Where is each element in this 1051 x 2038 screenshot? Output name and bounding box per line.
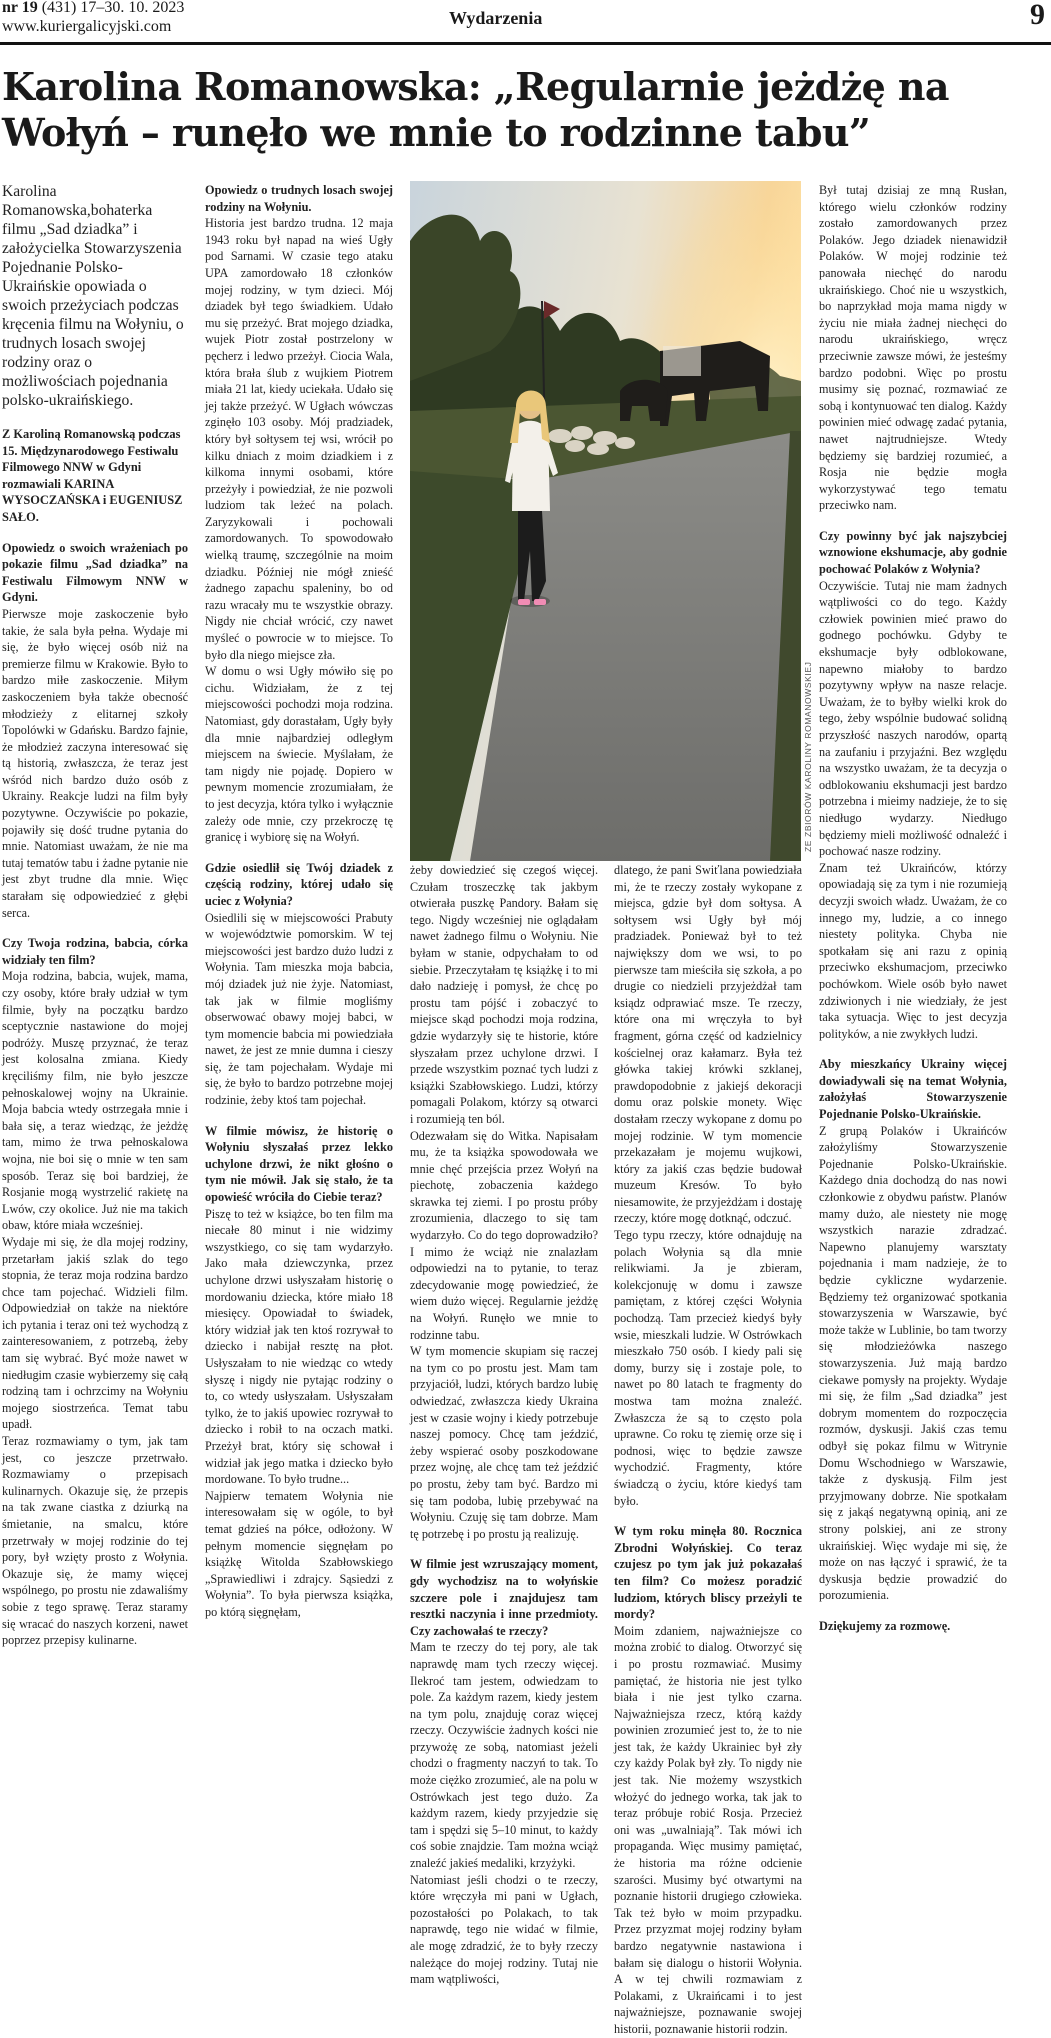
- question-paragraph: Czy powinny być jak najszybciej wznowione ekshumacje, aby godnie pochować Polaków z Wołynia?: [819, 528, 1007, 577]
- page-number: 9: [1030, 0, 1045, 31]
- answer-paragraph: W domu o wsi Ugły mówiło się po cichu. Widziałam, że z tej miejscowości pochodzi moja rodzina. Natomiast, gdy dorastałam, Ugły były dla mnie najbardziej odległym miejscem na świecie. Myślałam, że tam nigdy nie pojadę. Dopiero w pewnym momencie zrozumiałam, że to jest decyzja, która tylko i wyłącznie zależy ode mnie, czy przekroczę tę granicę i wybiorę się na Wołyń.: [205, 664, 393, 845]
- answer-paragraph: Tego typu rzeczy, które odnajduję na polach Wołynia są dla mnie relikwiami. Ja je zbieram, kolekcjonuję w domu i zawsze pamiętam, z której części Wołynia pochodzą. Tam przecież kiedyś były wsie, mieszkali ludzie. W Ostrówkach mieszkało 750 osób. I kiedy pali się domy, burzy się i zostaje pole, to nawet po 80 latach te fragmenty do mostwa tam można znaleźć. Zwłaszcza że są to często pola uprawne. Co roku tę ziemię orze się i podnosi, więc to będzie zawsze wychodzić. Fragmenty, które świadczą o życiu, które kiedyś tam było.: [614, 1228, 802, 1508]
- question-paragraph: W tym roku minęła 80. Rocznica Zbrodni Wołyńskiej. Co teraz czujesz po tym jak już pokazałaś ten film? Co możesz poradzić ludziom, których bliscy przeżyli te mordy?: [614, 1524, 802, 1622]
- article-intro: Z Karoliną Romanowską podczas 15. Międzynarodowego Festiwalu Filmowego NNW w Gdyni rozmawiali KARINA WYSOCZAŃSKA i EUGENIUSZ SAŁO.: [2, 427, 183, 524]
- answer-paragraph: Moim zdaniem, najważniejsze co można zrobić to dialog. Otworzyć się i po prostu rozmawiać. Musimy pamiętać, że historia nie jest tylko biała i nie jest tylko czarna. Najważniejsza rzecz, którą każdy powinien zrozumieć jest to, że to nie jest tak, że każdy Ukrainiec był zły czy każdy Polak był zły. To nigdy nie jest tak. Nie możemy wszystkich włożyć do jednego worka, tak jak to teraz próbuje robić Rosja. Przecież oni was „uwalniają”. Tak mówi ich propaganda. Więc musimy pamiętać, że historia ma różne odcienie szarości. Musimy być otwartymi na poznanie historii drugiego człowieka. Tak też było w moim przypadku. Przez przyzmat mojej rodziny byłam bardzo negatywnie nastawiona i bałam się dialogu o historii Wołynia. A w tej chwili rozmawiam z Polakami, z Ukraińcami i to jest najważniejsze, poznawanie swojej historii, poznawanie historii rodzin.: [614, 1623, 802, 2036]
- answer-paragraph: Znam też Ukraińców, którzy opowiadają się za tym i nie rozumieją decyzji swoich władz. Uważam, że co innego my, ludzie, a co innego niestety polityka. Chyba nie spotkałam się ani razu z opinią przeciwko ekshumacjom, przeciwko pochówkom. Wiele osób było nawet zdziwionych i nie wiedziały, że jest taka sytuacja. Więc to jest decyzja polityków, a nie zwykłych ludzi.: [819, 860, 1007, 1041]
- column-3: [410, 862, 598, 1987]
- question-paragraph: Aby mieszkańcy Ukrainy więcej dowiadywali się na temat Wołynia, założyłaś Stowarzyszenie Pojednanie Polsko-Ukraińskie.: [819, 1057, 1007, 1122]
- question-paragraph: Opowiedz o trudnych losach swojej rodziny na Wołyniu.: [205, 183, 393, 214]
- answer-paragraph: Wydaje mi się, że dla mojej rodziny, przetarłam jakiś szlak do tego stopnia, że teraz moja rodzina bardzo chce tam pojechać. Widzieli film. Odpowiedział on także na niektóre ich pytania i teraz oni też wychodzą z zainteresowaniem, z potrzebą, żeby tam się wybrać. Być może nawet w niedługim czasie wybierzemy się całą rodziną tam i ochrzcimy na Wołyniu mojego siostrzeńca. Temat tabu upadł.: [2, 1234, 188, 1432]
- header-rule: [0, 42, 1051, 45]
- photo-woman-with-sheep-and-cows: [410, 181, 801, 861]
- section-title: Wydarzenia: [449, 8, 543, 28]
- answer-paragraph: Moja rodzina, babcia, wujek, mama, czy osoby, które brały udział w tym filmie, były na początku bardzo sceptycznie nastawione do mojej podróży. Muszę przyznać, że teraz jest kolosalna zmiana. Kiedy kręciliśmy film, nie było jeszcze pełnoskalowej wojny na Ukrainie. Moja babcia wtedy ostrzegała mnie i bała się, a teraz wiedząc, że jeżdżę tam, mimo że trwa pełnoskalowa wojna, nie boi się o mnie w ten sam sposób. Teraz się boi bardziej, że Rosjanie mogą wystrzelić rakietę na Lwów, czy okolice. Już nie ma takich obaw, które miała wcześniej.: [2, 969, 188, 1233]
- photo-credit: ZE ZBIORÓW KAROLINY ROMANOWSKIEJ: [803, 661, 813, 852]
- answer-paragraph: Piszę to też w książce, bo ten film ma niecałe 80 minut i nie widzimy wszystkiego, co się tam wydarzyło. Jako mała dziewczynka, przez uchylone drzwi usłyszałam historię o mordowaniu dziecka, które miało 18 miesięcy. Opowiadał to świadek, który widział jak ten ktoś rozrywał to dziecko i nabijał resztę na płot. Usłyszałam to nie wiedząc co wtedy słyszę i nigdy nie pytając rodziny o to, co wtedy usłyszałam. Usłyszałam tylko, że to jakiś upowiec rozrywał to dziecko i robił to na oczach matki. Przeżył brat, który się schował i widział jak jego matka i dziecko było mordowane. To było trudne...: [205, 1206, 393, 1487]
- issue-info: nr 19 (431) 17–30. 10. 2023: [2, 0, 185, 16]
- article-photo: [410, 181, 801, 861]
- column-5-body: [819, 182, 1007, 1634]
- answer-paragraph: W tym momencie skupiam się raczej na tym co po prostu jest. Mam tam przyjaciół, ludzi, których bardzo lubię odwiedzać, zwłaszcza kiedy Ukraina jest w czasie wojny i kiedy potrzebuje naszej pomocy. Chcę tam jeździć, żeby wspierać osoby poszkodowane przez wojnę, ale chcę tam też jeździć po prostu, żeby tam być. Bardzo mi się tam podoba, lubię przebywać na Wołyniu. Czuję się tam dobrze. Mam tę potrzebę i po prostu ją realizuję.: [410, 1344, 598, 1541]
- answer-paragraph: Historia jest bardzo trudna. 12 maja 1943 roku był napad na wieś Ugły pod Sarnami. W czasie tego ataku UPA zamordowało 18 członków mojej rodziny, w tym dzieci. Mój dziadek był tego świadkiem. Udało mu się przeżyć. Brat mojego dziadka, wujek Piotr został postrzelony w pęcherz i ledwo przeżył. Ciocia Wala, która brała ślub z wujkiem Piotrem miała 21 lat, kiedy uciekała. Udało się jej także przeżyć. W Ugłach wówczas zginęło 103 osoby. Mój pradziadek, który był sołtysem tej wsi, wrócił po kilku dniach z moim dziadkiem i z kilkoma innymi osobami, które przeżyły i powiedział, że nie pozwoli ludziom tak leżeć na polach. Zaryzykowali i pochowali zamordowanych. To spowodowało wielką traumę, szczególnie na moim dziadku. Później nie mógł znieść żadnego zapachu spaleniny, bo od razu wracały mu te wszystkie obrazy. Nigdy nie chciał wrócić, czy nawet myśleć o powrocie w to miejsce. To było dla niego miejsce zła.: [205, 216, 393, 662]
- answer-paragraph: Pierwsze moje zaskoczenie było takie, że sala była pełna. Wydaje mi się, że było więcej osób niż na premierze filmu w Krakowie. Było to bardzo miłe zaskoczenie. Miłym zaskoczeniem była także obecność młodzieży z elitarnej szkoły Topolówki w Gdańsku. Bardzo fajnie, że młodzież zaczyna interesować się tą historią, zwłaszcza, że teraz jest wśród nich bardzo dużo osób z Ukrainy. Reakcje ludzi na film były pozytywne. Oczywiście po pokazie, pojawiły się dość trudne pytania do mnie. Natomiast uważam, że nie ma tutaj tematów tabu i żadne pytanie nie jest zbyt trudne dla mnie. Więc starałam się odpowiedzieć z głębi serca.: [2, 606, 188, 920]
- answer-paragraph: Mam te rzeczy do tej pory, ale tak naprawdę mam tych rzeczy więcej. Ilekroć tam jestem, odwiedzam to pole. Za każdym razem, kiedy jestem na tym polu, znajduję coraz więcej rzeczy. Oczywiście żadnych kości nie przywożę ze sobą, natomiast jeżeli chodzi o fragmenty naczyń to tak. To może ciężko zrozumieć, ale na polu w Ostrówkach jest tego dużo. Za każdym razem, kiedy przyjedzie się tam i spędzi się 5–10 minut, to każdy coś sobie znajdzie. Tam można wciąż znaleźć jakieś medaliki, krzyżyki.: [410, 1640, 598, 1871]
- site-url[interactable]: www.kuriergalicyjski.com: [2, 18, 172, 35]
- question-paragraph: Dziękujemy za rozmowę.: [819, 1618, 951, 1633]
- answer-paragraph: żeby dowiedzieć się czegoś więcej. Czułam troszeczkę tak jakbym otwierała puszkę Pandory. Bałam się tego. Nigdy wcześniej nie oglądałam nawet żadnego filmu o Wołyniu. Nie byłam w stanie, odpychałam to od siebie. Przeczytałam tę książkę i to mi dało nadzieję i pomysł, że chcę po prostu tam pójść i zobaczyć to miejsce skąd pochodzi moja rodzina, gdzie wydarzyły się te historie, które słyszałam przez uchylone drzwi. I przede wszystkim poznać tych ludzi z książki Szabłowskiego. Ludzi, którzy pomagali Polakom, którzy są otwarci i rozumieją ten ból.: [410, 863, 598, 1126]
- column-1-body: [2, 540, 188, 1649]
- answer-paragraph: dlatego, że pani Swiťlana powiedziała mi, że te rzeczy zostały wykopane z miejsca, gdzie był dom sołtysa. A sołtysem wsi Ugły był mój pradziadek. Ponieważ był to też największy dom we wsi, to po pierwsze tam mieściła się szkoła, a po drugie co niedzieli przyjeżdżał tam ksiądz odprawiać msze. Te rzeczy, które ona mi wręczyła to był fragment, górna część od kadzielnicy kościelnej oraz kałamarz. Była też główka takiej krówki szklanej, prawdopodobnie z jakiejś dekoracji domu oraz polskie monety. Więc dostałam rzeczy wykopane z domu po mojej rodzinie. W tym momencie przekazałam je mojemu wujkowi, który za jakiś czas będzie budował muzeum Kresów. To było niesamowite, że przyjeżdżam i dostaję rzeczy, które mogę dotknąć, odczuć.: [614, 863, 802, 1226]
- answer-paragraph: Z grupą Polaków i Ukraińców założyliśmy Stowarzyszenie Pojednanie Polsko-Ukraińskie. Każdego dnia dochodzą do nas nowi członkowie z obydwu państw. Planów mamy dużo, ale niestety nie mogę wszystkich narazie zdradzać. Napewno planujemy warsztaty pojednania i mam nadzieje, że to będzie cykliczne wydarzenie. Będziemy też organizować spotkania stowarzyszenia w Warszawie, być może także w Lublinie, bo tam tworzy się młodzieżówka naszego stowarzyszenia. Już mają bardzo ciekawe pomysły na projekty. Wydaje mi się, że film „Sad dziadka” jest dobrym momentem do rozpoczęcia rozmów, dyskusji. Jakiś czas temu odbył się pokaz filmu w Witrynie Domu Wschodniego w Warszawie, także z dyskusją. Film jest przyjmowany dobrze. Nie spotkałam się z jakąś negatywną opinią, ani ze strony polskiej, ani ze strony ukraińskiej. Więc wydaje mi się, że może on nas łączyć i sprawić, że ta dyskusja będzie prowadzić do porozumienia.: [819, 1123, 1007, 1603]
- answer-paragraph: Był tutaj dzisiaj ze mną Rusłan, którego wielu członków rodziny zostało zamordowanych przez Polaków. Jego dziadek nienawidził Polaków. W mojej rodzinie też panowała niechęć do narodu ukraińskiego. Choć nie u wszystkich, bo naprzykład moja mama nigdy w życiu nie miała żadnej niechęci do narodu ukraińskiego, wręcz przeciwnie zawsze mówi, że jesteśmy bardzo podobni. Więc po prostu musimy się poznać, rozmawiać ze sobą i kontynuować ten dialog. Każdy powinien mieć odwagę zadać pytania, nawet najtrudniejsze. Wtedy będziemy się bardziej rozumieć, a Rosja nie będzie mogła wykorzystywać tego tematu przeciwko nam.: [819, 183, 1007, 513]
- question-paragraph: Gdzie osiedlił się Twój dziadek z częścią rodziny, której udało się uciec z Wołynia?: [205, 860, 393, 908]
- answer-paragraph: Odezwałam się do Witka. Napisałam mu, że ta książka spowodowała we mnie chęć przejścia przez Wołyń na piechotę, zobaczenia każdego skrawka tej ziemi. I po prostu próby zrozumienia, dlaczego to się tam wydarzyło. Co do tego doprowadziło? I mimo że wciąż nie znalazłam odpowiedzi na to pytanie, to teraz zdecydowanie mogę powiedzieć, że wiem dużo więcej. Regularnie jeżdżę na Wołyń. Runęło we mnie to rodzinne tabu.: [410, 1128, 598, 1342]
- question-paragraph: Opowiedz o swoich wrażeniach po pokazie filmu „Sad dziadka” na Festiwalu Filmowym NNW w Gdyni.: [2, 540, 188, 605]
- question-paragraph: W filmie jest wzruszający moment, gdy wychodzisz na to wołyńskie szczere pole i znajdujesz tam resztki naczynia i inne przedmioty. Czy zachowałaś te rzeczy?: [410, 1557, 598, 1638]
- question-paragraph: Czy Twoja rodzina, babcia, córka widziały ten film?: [2, 936, 188, 967]
- column-2: [205, 182, 393, 1632]
- column-1: [2, 182, 188, 1648]
- question-paragraph: W filmie mówisz, że historię o Wołyniu słyszałaś przez lekko uchylone drzwi, że nikt głośno o tym nie mówił. Jak się stało, że ta opowieść wróciła do Ciebie teraz?: [205, 1123, 393, 1205]
- article-title: Karolina Romanowska: „Regularnie jeżdżę na Wołyń – runęło we mnie to rodzinne tabu”: [2, 64, 949, 155]
- column-2-body: [205, 182, 393, 1620]
- article-lead: Karolina Romanowska,bohaterka filmu „Sad dziadka” i założycielka Stowarzyszenia Pojednanie Polsko-Ukraińskie opowiada o swoich przeżyciach podczas kręcenia filmu na Wołyniu, o trudnych losach swojej rodziny oraz o możliwościach pojednania polsko-ukraińskiego.: [2, 183, 184, 409]
- answer-paragraph: Oczywiście. Tutaj nie mam żadnych wątpliwości co do tego. Każdy człowiek powinien mieć prawo do godnego pochówku. Gdyby te ekshumacje były odblokowane, napewno miałoby to bardzo pozytywny wpływ na nasze relacje. Uważam, że to byłby wielki krok do tego, żeby wspólnie budować solidną przyszłość naszych narodów, opartą na zaufaniu i przyjaźni. Bez względu na wszystko uważam, że ta decyzja o odblokowaniu ekshumacji jest bardzo potrzebna i mieimy nadzieje, że to się niedługo wydarzy. Niedługo będziemy mieli możliwość odnaleźć i pochować nasze rodziny.: [819, 578, 1007, 859]
- column-4: [614, 862, 802, 2036]
- answer-paragraph: Teraz rozmawiamy o tym, jak tam jest, co jeszcze przetrwało. Rozmawiamy o przepisach kulinarnych. Okazuje się, że przepis na tak zwane ciastka z dziurką na śmietanie, na smalcu, które przetrwały w mojej rodzinie do tej pory, był wzięty prosto z Wołynia. Okazuje się, że mamy więcej wspólnego, po prostu nie zdawaliśmy sobie z tego sprawę. Teraz staramy się wracać do naszych korzeni, nawet poprzez przepisy kulinarne.: [2, 1434, 188, 1648]
- column-3-body: [410, 862, 598, 1988]
- column-4-body: [614, 862, 802, 2038]
- column-5: [819, 182, 1007, 1632]
- answer-paragraph: Najpierw tematem Wołynia nie interesowałam się w ogóle, to był temat gdzieś na półce, odłożony. W pełnym momencie sięgnęłam po książkę Witolda Szabłowskiego „Sprawiedliwi i zdrajcy. Sąsiedzi z Wołynia”. To była pierwsza książka, po którą sięgnęłam,: [205, 1488, 393, 1619]
- answer-paragraph: Natomiast jeśli chodzi o te rzeczy, które wręczyła mi pani w Ugłach, pozostałości po Polakach, to tak naprawdę, tego nie widać w filmie, ale mogę zdradzić, że to były rzeczy należące do mojej rodziny. Tutaj nie mam wątpliwości,: [410, 1872, 598, 1987]
- page-header: [0, 0, 1051, 44]
- answer-paragraph: Osiedlili się w miejscowości Prabuty w województwie pomorskim. W tej miejscowości jest bardzo dużo ludzi z Wołynia. Tam mieszka moja babcia, mój dziadek już nie żyje. Natomiast, tak jak w filmie mogliśmy obserwować obawy mojej babci, w tym momencie babcia mi powiedziała nawet, że jest ze mnie dumna i cieszy się, że tam pojechałam. Wydaje mi się, że było to bardzo potrzebne mojej rodzinie, żeby ktoś tam pojechał.: [205, 910, 393, 1108]
